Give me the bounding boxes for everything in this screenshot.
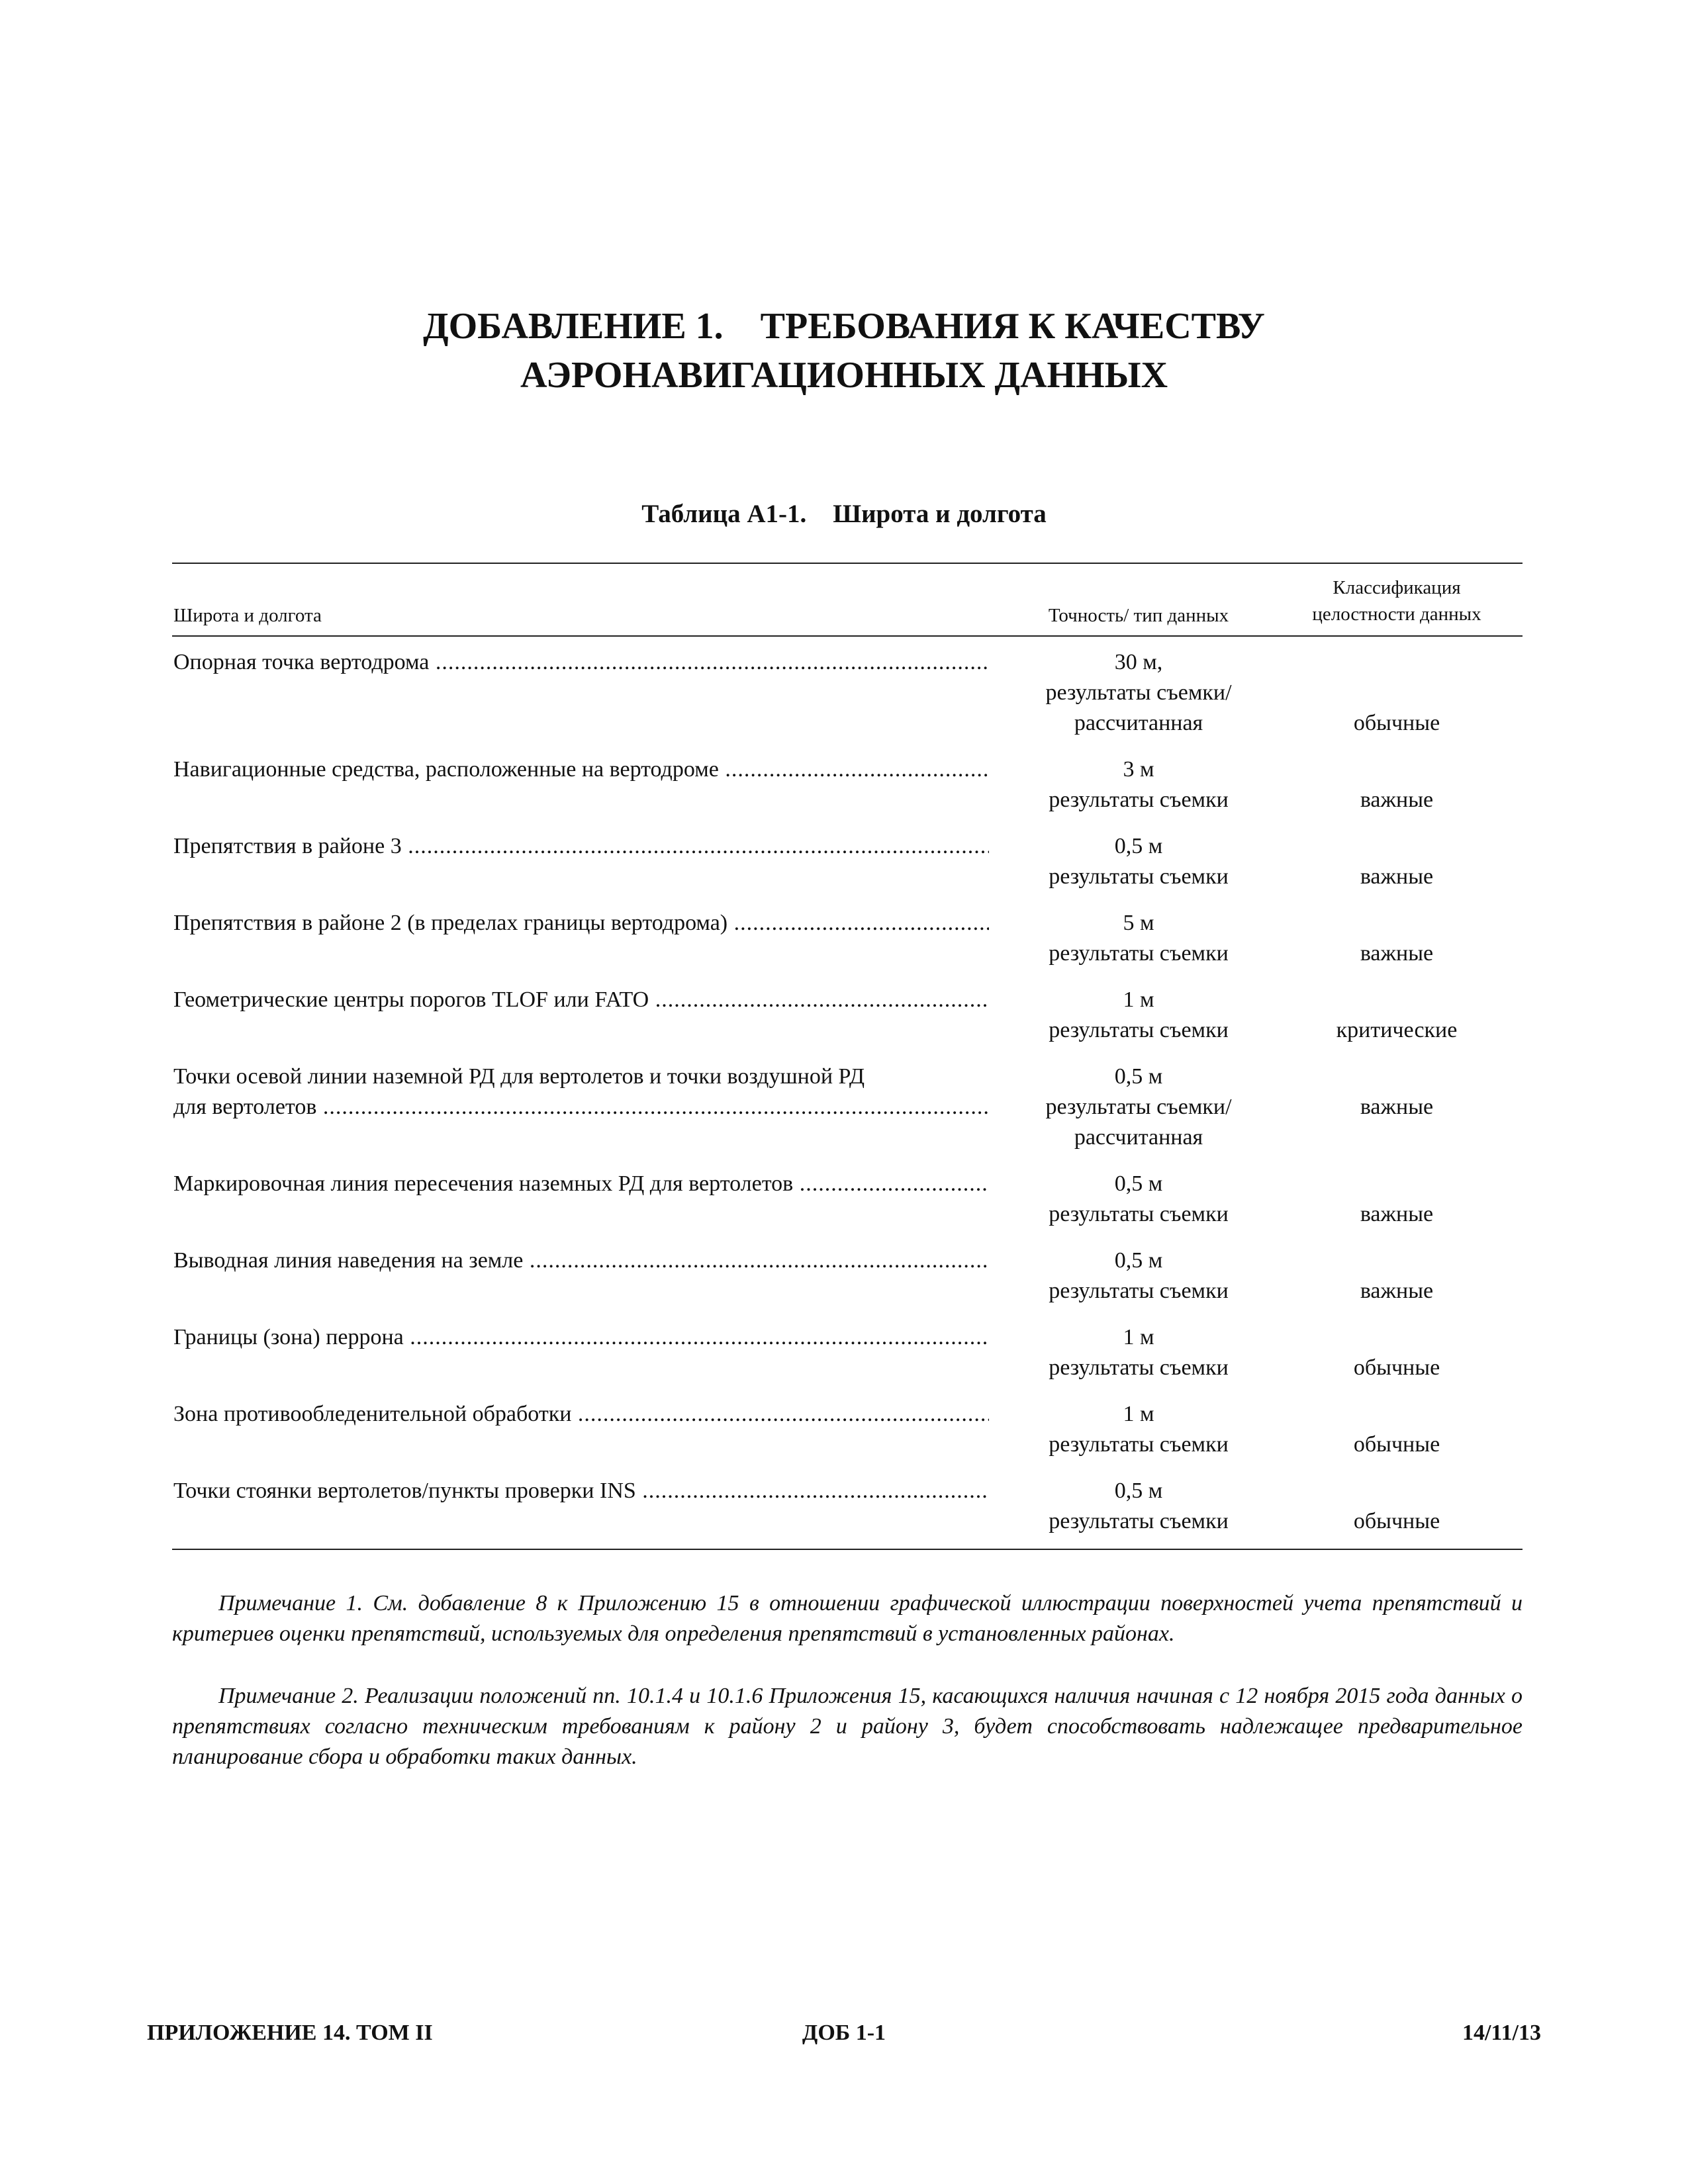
row-accuracy-line: 5 м bbox=[1123, 911, 1154, 935]
row-item-name bbox=[173, 647, 989, 678]
row-accuracy-line: рассчитанная bbox=[1074, 711, 1203, 735]
row-accuracy-line: результаты съемки bbox=[1049, 788, 1229, 812]
row-accuracy-line: 0,5 м bbox=[1114, 1064, 1163, 1089]
row-item-name bbox=[173, 1399, 989, 1430]
row-item-name bbox=[173, 831, 989, 862]
row-item-name-line: Навигационные средства, расположенные на вертодроме ..... bbox=[173, 754, 989, 785]
row-accuracy-line: результаты съемки bbox=[1049, 1018, 1229, 1042]
row-accuracy-line: 1 м bbox=[1123, 1325, 1154, 1349]
row-item-name-line: Препятствия в районе 3 ..... bbox=[173, 831, 989, 862]
row-accuracy-line: результаты съемки bbox=[1049, 1355, 1229, 1380]
row-accuracy-line: рассчитанная bbox=[1074, 1125, 1203, 1150]
row-accuracy bbox=[1006, 754, 1271, 815]
row-accuracy bbox=[1006, 985, 1271, 1046]
row-integrity: обычные bbox=[1353, 711, 1440, 735]
row-item-name bbox=[173, 908, 989, 938]
table-header-integrity-line-2: целостности данных bbox=[1312, 604, 1481, 625]
footer-page-number: ДОБ 1-1 bbox=[802, 2021, 886, 2045]
row-accuracy-line: результаты съемки bbox=[1049, 864, 1229, 889]
row-accuracy-line: результаты съемки/ bbox=[1045, 1095, 1232, 1119]
row-integrity: важные bbox=[1360, 1095, 1434, 1119]
row-item-name-line: Точки осевой линии наземной РД для вертолетов и точки воздушной РД bbox=[173, 1064, 865, 1089]
row-item-name-line: Границы (зона) перрона ..... bbox=[173, 1322, 989, 1353]
row-accuracy bbox=[1006, 1246, 1271, 1306]
appendix-title-line-1 bbox=[0, 302, 1688, 351]
table-top-rule bbox=[172, 563, 1523, 564]
row-accuracy-line: результаты съемки bbox=[1049, 1202, 1229, 1226]
row-item-name bbox=[173, 985, 989, 1015]
row-accuracy-line: 3 м bbox=[1123, 757, 1154, 782]
table-header-name: Широта и долгота bbox=[173, 605, 322, 626]
row-accuracy bbox=[1006, 1322, 1271, 1383]
row-item-name bbox=[173, 1322, 989, 1353]
row-integrity: важные bbox=[1360, 1279, 1434, 1303]
row-accuracy-line: 0,5 м bbox=[1114, 1479, 1163, 1503]
row-item-name-line: Опорная точка вертодрома ..... bbox=[173, 647, 989, 678]
row-integrity: важные bbox=[1360, 1202, 1434, 1226]
row-accuracy-line: результаты съемки bbox=[1049, 1432, 1229, 1457]
row-accuracy-line: результаты съемки bbox=[1049, 1509, 1229, 1533]
row-integrity: критические bbox=[1336, 1018, 1458, 1042]
note-2: Примечание 2. Реализации положений пп. 10.1.4 и 10.1.6 Приложения 15, касающихся наличия начиная с 12 ноября 2015 года данных о препятствиях согласно техническим требованиям к району 2 и району 3, будет способствовать надлежащее предварительное планирование сбора и обработки таких данных. bbox=[172, 1684, 1523, 1769]
row-integrity: важные bbox=[1360, 864, 1434, 889]
row-accuracy bbox=[1006, 1169, 1271, 1230]
row-item-name-line: Точки стоянки вертолетов/пункты проверки INS ..... bbox=[173, 1476, 989, 1506]
row-item-name bbox=[173, 1062, 989, 1122]
note-1: Примечание 1. См. добавление 8 к Приложению 15 в отношении графической иллюстрации поверхностей учета препятствий и критериев оценки препятствий, используемых для определения препятствий в установленных районах. bbox=[172, 1591, 1523, 1646]
table-header-accuracy: Точность/ тип данных bbox=[1048, 605, 1229, 626]
row-item-name-line: Препятствия в районе 2 (в пределах границы вертодрома) ..... bbox=[173, 908, 989, 938]
row-item-name bbox=[173, 754, 989, 785]
row-accuracy bbox=[1006, 647, 1271, 739]
row-accuracy-line: 0,5 м bbox=[1114, 1171, 1163, 1196]
row-integrity: обычные bbox=[1353, 1432, 1440, 1457]
row-integrity: важные bbox=[1360, 788, 1434, 812]
table-number: Таблица А1-1. bbox=[641, 500, 807, 528]
table-header-rule bbox=[172, 635, 1523, 637]
row-accuracy-line: результаты съемки bbox=[1049, 1279, 1229, 1303]
row-accuracy bbox=[1006, 1476, 1271, 1537]
row-accuracy-line: 1 м bbox=[1123, 987, 1154, 1012]
row-item-name-line: Выводная линия наведения на земле ..... bbox=[173, 1246, 989, 1276]
row-item-name-line: Маркировочная линия пересечения наземных РД для вертолетов ..... bbox=[173, 1169, 989, 1199]
row-accuracy bbox=[1006, 1399, 1271, 1460]
row-item-name-line: Геометрические центры порогов TLOF или FATO ..... bbox=[173, 985, 989, 1015]
table-bottom-rule bbox=[172, 1549, 1523, 1550]
row-accuracy-line: результаты съемки/ bbox=[1045, 680, 1232, 705]
row-accuracy-line: 0,5 м bbox=[1114, 834, 1163, 858]
row-accuracy-line: 30 м, bbox=[1114, 650, 1163, 674]
row-item-name bbox=[173, 1169, 989, 1199]
table-title: Широта и долгота bbox=[833, 500, 1047, 528]
appendix-heading: ТРЕБОВАНИЯ К КАЧЕСТВУ bbox=[760, 306, 1265, 347]
footer-date: 14/11/13 bbox=[1462, 2021, 1541, 2045]
row-accuracy bbox=[1006, 1062, 1271, 1153]
row-item-name bbox=[173, 1246, 989, 1276]
table-caption bbox=[0, 498, 1688, 531]
row-accuracy bbox=[1006, 908, 1271, 969]
row-accuracy-line: 1 м bbox=[1123, 1402, 1154, 1426]
row-accuracy-line: результаты съемки bbox=[1049, 941, 1229, 966]
row-item-name-line: для вертолетов ..... bbox=[173, 1092, 989, 1122]
table-header-integrity-line-1: Классификация bbox=[1333, 577, 1461, 598]
row-item-name bbox=[173, 1476, 989, 1506]
appendix-number: ДОБАВЛЕНИЕ 1. bbox=[423, 306, 724, 347]
appendix-title-line-2: АЭРОНАВИГАЦИОННЫХ ДАННЫХ bbox=[520, 355, 1168, 396]
row-integrity: обычные bbox=[1353, 1509, 1440, 1533]
row-accuracy bbox=[1006, 831, 1271, 892]
footer-annex-label: ПРИЛОЖЕНИЕ 14. ТОМ II bbox=[147, 2021, 433, 2045]
row-integrity: важные bbox=[1360, 941, 1434, 966]
row-accuracy-line: 0,5 м bbox=[1114, 1248, 1163, 1273]
row-item-name-line: Зона противообледенительной обработки ..... bbox=[173, 1399, 989, 1430]
row-integrity: обычные bbox=[1353, 1355, 1440, 1380]
table-header-integrity bbox=[1271, 574, 1523, 627]
